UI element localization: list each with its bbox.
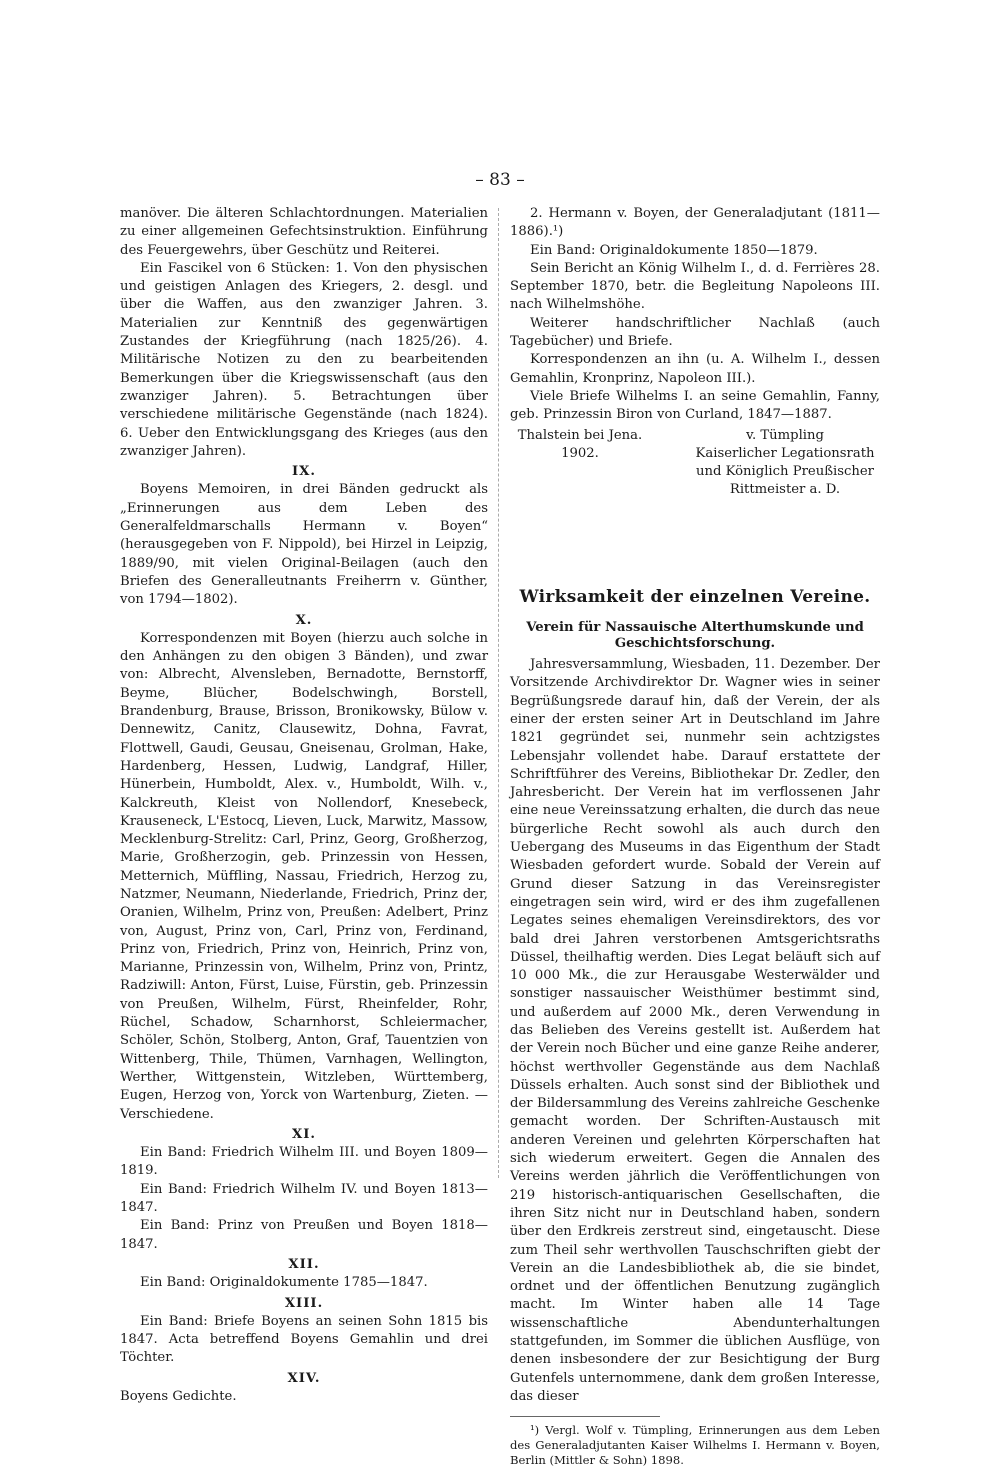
section-subtitle: Verein für Nassauische Alterthumskunde und Geschichtsforschung. [526,620,864,652]
paragraph: Boyens Memoiren, in drei Bänden gedruckt als „Erinnerungen aus dem Leben des Generalfeldmarschalls Hermann v. Boyen“ (herausgegeben von F. Nippold), bei Hirzel in Leipzig, 1889/90, mit vielen Original-Beilagen (auch den Briefen des Generalleutnants Freiherrn v. Günther, von 1794—1802). [120,482,488,608]
paragraph: Ein Band: Originaldokumente 1850—1879. [530,242,818,258]
paragraph: Sein Bericht an König Wilhelm I., d. d. Ferrières 28. September 1870, betr. die Begleitung Napoleons III. nach Wilhelmshöhe. [510,260,880,313]
paragraph: 2. Hermann v. Boyen, der Generaladjutant (1811—1886).¹) [510,206,880,240]
paragraph: Ein Band: Friedrich Wilhelm III. und Boyen 1809—1819. [120,1145,488,1179]
paragraph: Viele Briefe Wilhelms I. an seine Gemahlin, Fanny, geb. Prinzessin Biron von Curland, 1847—1887. [510,388,880,423]
signature-title: Kaiserlicher Legationsrath und Königlich Preußischer Rittmeister a. D. [695,445,875,498]
paragraph: Ein Band: Briefe Boyens an seinen Sohn 1815 bis 1847. Acta betreffend Boyens Gemahlin und drei Töchter. [120,1313,488,1366]
section-heading-xi: XI. [292,1126,316,1142]
paragraph: Korrespondenzen mit Boyen (hierzu auch solche in den Anhängen zu den obigen 3 Bänden), und zwar von: Albrecht, Alvensleben, Bernadotte, Bernstorff, Beyme, Blücher, Bodelschwingh, Borstell, Brandenburg, Brause, Brisson, Bronikowsky, Bülow v. Dennewitz, Canitz, Clausewitz, Dohna, Favrat, Flottwell, Gaudi, Geusau, Gneisenau, Grolman, Hake, Hardenberg, Hessen, Ludwig, Landgraf, Hiller, Hünerbein, Humboldt, Alex. v., Humboldt, Wilh. v., Kalckreuth, Kleist von Nollendorf, Knesebeck, Krauseneck, L'Estocq, Lieven, Luck, Marwitz, Massow, Mecklenburg-Strelitz: Carl, Prinz, Georg, Großherzog, Marie, Großherzogin, geb. Prinzessin von Hessen, Metternich, Müffling, Nassau, Friedrich, Herzog zu, Natzmer, Neumann, Niederlande, Friedrich, Prinz der, Oranien, Wilhelm, Prinz von, Preußen: Adelbert, Prinz von, August, Prinz von, Carl, Prinz von, Ferdinand, Prinz von, Friedrich, Prinz von, Heinrich, Prinz von, Marianne, Prinzessin von, Wilhelm, Prinz von, Printz, Radziwill: Anton, Fürst, Luise, Fürstin, geb. Prinzessin von Preußen, Wilhelm, Fürst, Rheinfelder, Rohr, Rüchel, Schadow, Scharnhorst, Schleiermacher, Schöler, Schön, Stolberg, Anton, Graf, Tauentzien von Wittenberg, Thile, Thümen, Varnhagen, Wellington, Werther, Wittgenstein, Witzleben, Württemberg, Eugen, Herzog von, Yorck von Wartenburg, Zieten. — Verschiedene. [120,630,488,1122]
footnote-separator [510,1416,660,1417]
paragraph: Ein Band: Originaldokumente 1785—1847. [140,1275,428,1291]
section-title: Wirksamkeit der einzelnen Vereine. [519,586,871,607]
right-column [510,205,880,1468]
footnote: ¹) Vergl. Wolf v. Tümpling, Erinnerungen aus dem Leben des Generaladjutanten Kaiser Wilhelms I. Hermann v. Boyen, Berlin (Mittler & Sohn) 1898. [510,1423,880,1468]
left-column [120,205,488,1406]
paragraph: Ein Band: Friedrich Wilhelm IV. und Boyen 1813—1847. [120,1181,488,1216]
paragraph: Ein Band: Prinz von Preußen und Boyen 1818—1847. [120,1218,488,1252]
paragraph: Korrespondenzen an ihn (u. A. Wilhelm I., dessen Gemahlin, Kronprinz, Napoleon III.). [510,352,880,386]
signature-name: v. Tümpling [746,427,824,443]
signature-block [510,427,880,500]
paragraph: Jahresversammlung, Wiesbaden, 11. Dezember. Der Vorsitzende Archivdirektor Dr. Wagner wies in seiner Begrüßungsrede darauf hin, daß der Verein, der als einer der ersten seiner Art in Deutschland im Jahre 1821 gegründet sei, nunmehr sein achtzigstes Lebensjahr vollendet habe. Darauf erstattete der Schriftführer des Vereins, Bibliothekar Dr. Zedler, den Jahresbericht. Der Verein hat im verflossenen Jahr eine neue Vereinssatzung erhalten, die durch das neue bürgerliche Recht sowohl als auch durch den Uebergang des Museums in das Eigenthum der Stadt Wiesbaden gefordert wurde. Sobald der Verein auf Grund dieser Satzung in das Vereinsregister eingetragen sein wird, wird er des ihm zugefallenen Legates seines ehemaligen Vereinsdirektors, des vor bald drei Jahren verstorbenen Amtsgerichtsraths Düssel, theilhaftig werden. Dies Legat beläuft sich auf 10 000 Mk., die zur Herausgabe Westerwälder und sonstiger nassauischer Weisthümer bestimmt sind, und außerdem auf 2000 Mk., deren Verwendung in das Belieben des Vereins gestellt ist. Außerdem hat der Verein noch Bücher und eine ganze Reihe anderer, höchst werthvoller Gegenstände aus dem Nachlaß Düssels erhalten. Auch sonst sind der Bibliothek und der Bildersammlung des Vereins zahlreiche Geschenke gemacht worden. Der Schriften-Austausch mit anderen Vereinen und gelehrten Körperschaften hat sich wiederum erweitert. Gegen die Annalen des Vereins werden jährlich die Veröffentlichungen von 219 historisch-antiquarischen Gesellschaften, die ihren Sitz nicht nur in Deutschland haben, sondern über den Erdkreis zerstreut sind, eingetauscht. Diese zum Theil sehr werthvollen Tauschschriften giebt der Verein an die Landesbibliothek ab, die sie bindet, ordnet und der öffentlichen Benutzung zugänglich macht. Im Winter haben alle 14 Tage wissenschaftliche Abendunterhaltungen stattgefunden, im Sommer die üblichen Ausflüge, von denen insbesondere der zur Besichtigung der Burg Gutenfels unternommene, dank dem großen Interesse, das dieser [510,657,880,1404]
column-divider [498,208,499,1178]
paragraph: Boyens Gedichte. [120,1389,237,1404]
section-heading-xiii: XIII. [284,1295,324,1311]
section-heading-xii: XII. [288,1256,320,1272]
signature-author [690,427,880,500]
page-number: – 83 – [475,170,525,190]
section-heading-xiv: XIV. [287,1370,321,1386]
paragraph: Weiterer handschriftlicher Nachlaß (auch Tagebücher) und Briefe. [510,315,880,350]
paragraph: Ein Fascikel von 6 Stücken: 1. Von den physischen und geistigen Anlagen des Kriegers, 2. desgl. und über die Waffen, aus den zwanziger Jahren. 3. Materialien zur Kenntniß des gegenwärtigen Zustandes der Kriegführung (nach 1825/26). 4. Militärische Notizen zu den zu bearbeitenden Bemerkungen über die Kriegswissenschaft (aus den zwanziger Jahren). 5. Betrachtungen über verschiedene militärische Gegenstände (nach 1824). 6. Ueber den Entwicklungsgang des Krieges (aus den zwanziger Jahren). [120,260,488,459]
paragraph: manöver. Die älteren Schlachtordnungen. Materialien zu einer allgemeinen Gefechtsinstruktion. Einführung des Feuergewehrs, über Geschütz und Reiterei. [120,206,488,258]
signature-place-date: Thalstein bei Jena. 1902. [517,427,643,461]
section-heading-ix: IX. [292,464,316,480]
section-heading-x: X. [295,612,313,628]
